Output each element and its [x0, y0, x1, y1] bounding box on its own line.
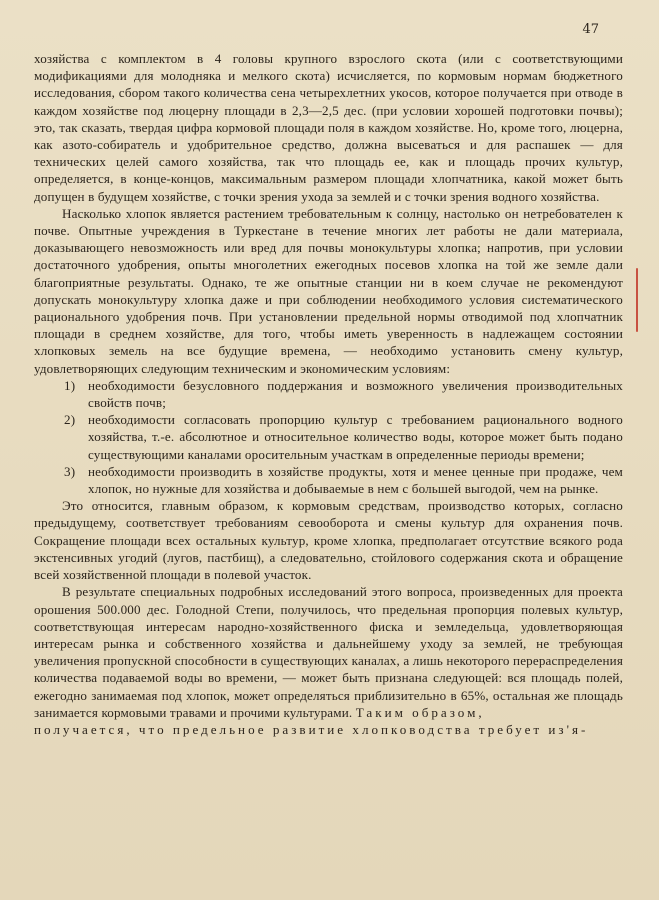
- list-item-text: необходимости производить в хозяйстве продукты, хотя и менее ценные при продаже, чем хлопок, но нужные для хозяйства и добываемые в нем с большей выгодой, чем на рынке.: [88, 463, 623, 497]
- margin-red-mark: [636, 268, 638, 332]
- list-item: [34, 377, 623, 411]
- paragraph-results-text: В результате специальных подробных исследований этого вопроса, произведенных для проекта орошения 500.000 дес. Голодной Степи, получилось, что предельная пропорция полевых культур, соответствующая интересам народно-хозяйственного фиска и земледельца, удовлетворяющая интересам рынка и собственного хозяйства и дальнейшему уходу за землей, не требующая увеличения пропускной способности в существующих каналах, а лишь некоторого перераспределения количества подаваемой воды во времени, — может быть признана следующей: вся площадь полей, ежегодно занимаемая под хлопок, может определяться приблизительно в 65%, остальная же площадь занимается кормовыми травами и прочими культурами.: [34, 584, 623, 720]
- paragraph-fodder: Это относится, главным образом, к кормовым средствам, производство которых, согласно предыдущему, соответствует требованиям севооборота и смены культур для охранения почв. Сокращение площади всех остальных культур, кроме хлопка, предполагает отсутствие всякого рода экстенсивных угодий (лугов, пастбищ), а следовательно, стойлового содержания скота и обращение всей хозяйственной площади в полевой участок.: [34, 498, 623, 583]
- conditions-list: [34, 377, 623, 497]
- paragraph-results: [34, 583, 623, 721]
- spaced-emphasis: Таким образом,: [355, 704, 485, 720]
- list-item-number: 2): [64, 412, 76, 428]
- body-text: [34, 50, 623, 738]
- page-number: 47: [582, 22, 599, 37]
- list-item-text: необходимости согласовать пропорцию культур с требованием рационального водного хозяйства, т.-е. абсолютное и относительное количество воды, которое может быть подано существующими каналами оросительным участкам в определенные периоды времени;: [88, 412, 623, 462]
- paragraph-cotton-soil: Насколько хлопок является растением требовательным к солнцу, настолько он нетребователен к почве. Опытные учреждения в Туркестане в течение многих лет работы не дали материала, доказывающего невозможность или вред для почвы монокультуры хлопка; напротив, при условии достаточного удобрения, опыты многолетних ежегодных посевов хлопка на той же земле дали благоприятные результаты. Однако, те же опытные станции ни в коем случае не рекомендуют допускать монокультуру хлопка даже и при соблюдении необходимого условия систематического рационального удобрения почв. При установлении предельной нормы отводимой под хлопчатник площади в среднем хозяйстве, для того, чтобы иметь уверенность в надлежащем состоянии хлопковых земель на все будущие времена, — необходимо установить смену культур, удовлетворяющих следующим техническим и экономическим условиям:: [34, 205, 623, 376]
- spaced-last-line: получается, что предельное развитие хлопководства требует из'я-: [34, 721, 589, 737]
- list-item: [34, 463, 623, 497]
- list-item: [34, 411, 623, 463]
- list-item-text: необходимости безусловного поддержания и возможного увеличения производительных свойств почв;: [88, 377, 623, 411]
- list-item-number: 3): [64, 463, 76, 479]
- paragraph-continuation: хозяйства с комплектом в 4 головы крупного взрослого скота (или с соответствующими модификациями для молодняка и мелкого скота) исчисляется, по кормовым нормам бюджетного исследования, сбором такого количества сена четырехлетних укосов, которое получается при отводе в каждом хозяйстве под люцерну площади в 2,3—2,5 дес. (при условии хорошей подготовки почвы); это, так сказать, твердая цифра кормовой площади поля в каждом хозяйстве. Но, кроме того, люцерна, как азото-собиратель и удобрительное средство, должна высеваться и для распашек — для технических целей самого хозяйства, так что площадь ее, как и площадь прочих культур, определяется, в конце-концов, максимальным размером площади хлопчатника, какой может быть допущен в будущем хозяйстве, с точки зрения ухода за землей и с точки зрения водного хозяйства.: [34, 51, 623, 204]
- list-item-number: 1): [64, 377, 76, 393]
